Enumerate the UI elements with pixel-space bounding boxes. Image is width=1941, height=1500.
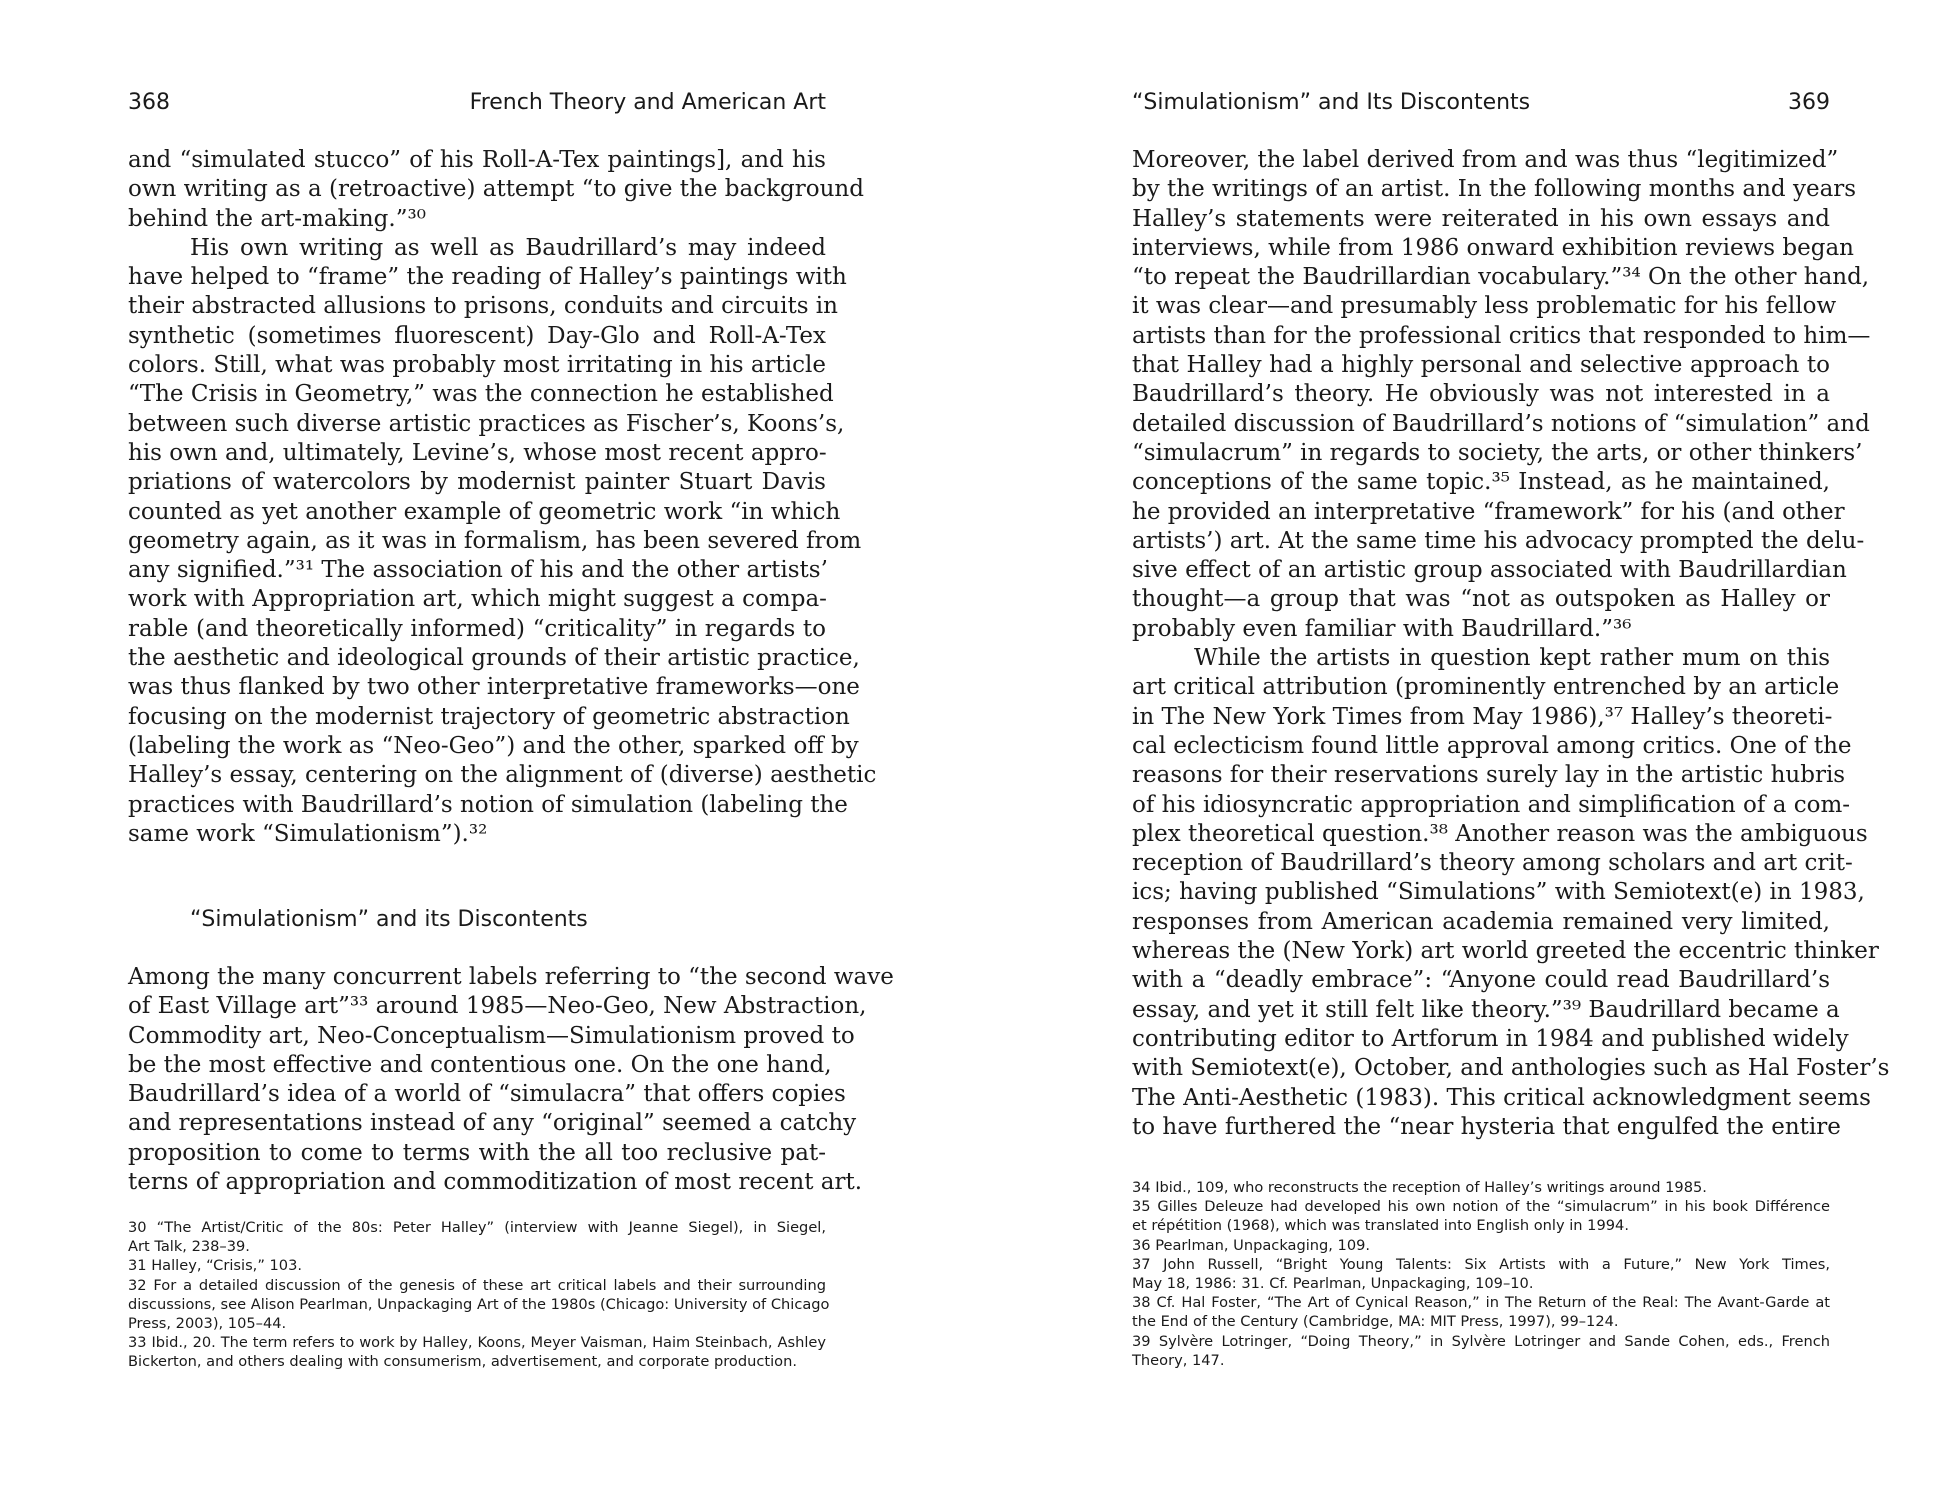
body-line: plex theoretical question.³⁸ Another reason was the ambiguous xyxy=(1132,820,1868,847)
body-line: terns of appropriation and commoditization of most recent art. xyxy=(128,1169,863,1196)
body-line: with a “deadly embrace”: “Anyone could read Baudrillard’s xyxy=(1132,967,1830,994)
page-number-368: 368 xyxy=(128,90,170,115)
body-line: (labeling the work as “Neo-Geo”) and the other, sparked off by xyxy=(128,732,859,759)
body-line: to have furthered the “near hysteria that engulfed the entire xyxy=(1132,1113,1841,1140)
body-line: focusing on the modernist trajectory of geometric abstraction xyxy=(128,703,850,730)
body-line: own writing as a (retroactive) attempt “to give the background xyxy=(128,176,864,203)
body-line: Baudrillard’s idea of a world of “simulacra” that offers copies xyxy=(128,1081,846,1108)
body-line: behind the art-making.”³⁰ xyxy=(128,205,426,232)
chapter-title-header: “Simulationism” and Its Discontents xyxy=(1132,90,1531,115)
body-line: “to repeat the Baudrillardian vocabulary.”³⁴ On the other hand, xyxy=(1132,264,1870,291)
footnote-line: 32 For a detailed discussion of the genesis of these art critical labels and their surrounding xyxy=(128,1276,826,1294)
footnote-line: 38 Cf. Hal Foster, “The Art of Cynical Reason,” in The Return of the Real: The Avant-Garde at xyxy=(1132,1294,1830,1312)
body-line: of East Village art”³³ around 1985—Neo-Geo, New Abstraction, xyxy=(128,993,867,1020)
body-line: detailed discussion of Baudrillard’s notions of “simulation” and xyxy=(1132,410,1870,437)
footnote-line: 31 Halley, “Crisis,” 103. xyxy=(128,1257,303,1275)
footnote-line: discussions, see Alison Pearlman, Unpackaging Art of the 1980s (Chicago: University of Chicago xyxy=(128,1295,830,1313)
footnote-line: 33 Ibid., 20. The term refers to work by Halley, Koons, Meyer Vaisman, Haim Steinbach, Ashley xyxy=(128,1334,826,1352)
body-line: geometry again, as it was in formalism, has been severed from xyxy=(128,527,862,554)
left-body-section xyxy=(128,963,894,1197)
body-line: artists’) art. At the same time his advocacy prompted the delu- xyxy=(1132,527,1865,554)
footnote-line: the End of the Century (Cambridge, MA: MIT Press, 1997), 99–124. xyxy=(1132,1313,1619,1331)
body-line: “The Crisis in Geometry,” was the connection he established xyxy=(128,381,834,408)
footnote-line: 35 Gilles Deleuze had developed his own notion of the “simulacrum” in his book Différence xyxy=(1132,1198,1830,1216)
body-line: by the writings of an artist. In the following months and years xyxy=(1132,176,1857,203)
body-line: in The New York Times from May 1986),³⁷ Halley’s theoreti- xyxy=(1132,703,1833,730)
page-number-369: 369 xyxy=(1788,90,1830,115)
body-line: conceptions of the same topic.³⁵ Instead, as he maintained, xyxy=(1132,469,1830,496)
footnote-line: Theory, 147. xyxy=(1132,1351,1225,1369)
right-running-head xyxy=(1132,88,1830,118)
right-body-paragraphs xyxy=(1132,146,1890,1142)
left-body-paragraphs xyxy=(128,146,877,849)
section-heading: “Simulationism” and its Discontents xyxy=(190,907,588,932)
body-line: Baudrillard’s theory. He obviously was not interested in a xyxy=(1132,381,1830,408)
body-line: rable (and theoretically informed) “criticality” in regards to xyxy=(128,615,826,642)
body-line: proposition to come to terms with the all too reclusive pat- xyxy=(128,1139,826,1166)
body-line: priations of watercolors by modernist painter Stuart Davis xyxy=(128,469,826,496)
body-line: with Semiotext(e), October, and anthologies such as Hal Foster’s xyxy=(1132,1055,1890,1082)
body-line: colors. Still, what was probably most irritating in his article xyxy=(128,352,826,379)
body-line: reception of Baudrillard’s theory among scholars and art crit- xyxy=(1132,850,1853,877)
body-line: While the artists in question kept rather mum on this xyxy=(1194,645,1830,672)
footnote-line: 39 Sylvère Lotringer, “Doing Theory,” in Sylvère Lotringer and Sande Cohen, eds., French xyxy=(1132,1332,1830,1350)
body-line: and representations instead of any “original” seemed a catchy xyxy=(128,1110,857,1137)
body-line: cal eclecticism found little approval among critics. One of the xyxy=(1132,732,1852,759)
body-line: he provided an interpretative “framework” for his (and other xyxy=(1132,498,1845,525)
body-line: same work “Simulationism”).³² xyxy=(128,820,488,847)
footnote-line: May 18, 1986: 31. Cf. Pearlman, Unpackaging, 109–10. xyxy=(1132,1274,1534,1292)
footnote-line: 36 Pearlman, Unpackaging, 109. xyxy=(1132,1236,1371,1254)
body-line: reasons for their reservations surely lay in the artistic hubris xyxy=(1132,762,1846,789)
left-footnotes xyxy=(128,1218,830,1372)
body-line: be the most effective and contentious one. On the one hand, xyxy=(128,1051,832,1078)
body-line: essay, and yet it still felt like theory.”³⁹ Baudrillard became a xyxy=(1132,996,1840,1023)
body-line: “simulacrum” in regards to society, the arts, or other thinkers’ xyxy=(1132,439,1863,466)
body-line: the aesthetic and ideological grounds of their artistic practice, xyxy=(128,645,860,672)
body-line: Halley’s essay, centering on the alignment of (diverse) aesthetic xyxy=(128,762,877,789)
body-line: sive effect of an artistic group associated with Baudrillardian xyxy=(1132,557,1847,584)
body-line: was thus flanked by two other interpretative frameworks—one xyxy=(128,674,860,701)
body-line: counted as yet another example of geometric work “in which xyxy=(128,498,841,525)
body-line: contributing editor to Artforum in 1984 and published widely xyxy=(1132,1025,1849,1052)
body-line: art critical attribution (prominently entrenched by an article xyxy=(1132,674,1840,701)
body-line: and “simulated stucco” of his Roll-A-Tex paintings], and his xyxy=(128,147,826,173)
body-line: synthetic (sometimes fluorescent) Day-Glo and Roll-A-Tex xyxy=(128,322,826,349)
body-line: Moreover, the label derived from and was thus “legitimized” xyxy=(1132,147,1839,173)
footnote-line: 37 John Russell, “Bright Young Talents: Six Artists with a Future,” New York Times, xyxy=(1132,1255,1830,1273)
body-line: responses from American academia remained very limited, xyxy=(1132,908,1830,935)
body-line: between such diverse artistic practices as Fischer’s, Koons’s, xyxy=(128,410,845,437)
body-line: work with Appropriation art, which might suggest a compa- xyxy=(128,586,827,613)
body-line: practices with Baudrillard’s notion of simulation (labeling the xyxy=(128,791,848,818)
body-line: thought—a group that was “not as outspoken as Halley or xyxy=(1132,586,1830,613)
body-line: His own writing as well as Baudrillard’s may indeed xyxy=(190,234,826,261)
body-line: Halley’s statements were reiterated in his own essays and xyxy=(1132,205,1830,232)
body-line: The Anti-Aesthetic (1983). This critical acknowledgment seems xyxy=(1132,1084,1871,1111)
body-line: have helped to “frame” the reading of Halley’s paintings with xyxy=(128,264,847,291)
footnote-line: Art Talk, 238–39. xyxy=(128,1238,250,1256)
right-footnotes xyxy=(1132,1178,1830,1370)
body-line: interviews, while from 1986 onward exhibition reviews began xyxy=(1132,234,1854,261)
body-line: ics; having published “Simulations” with Semiotext(e) in 1983, xyxy=(1132,879,1865,906)
body-line: their abstracted allusions to prisons, conduits and circuits in xyxy=(128,293,838,320)
footnote-line: et répétition (1968), which was translated into English only in 1994. xyxy=(1132,1217,1629,1235)
body-line: of his idiosyncratic appropriation and simplification of a com- xyxy=(1132,791,1851,818)
body-line: Among the many concurrent labels referring to “the second wave xyxy=(128,964,894,990)
body-line: Commodity art, Neo-Conceptualism—Simulationism proved to xyxy=(128,1022,855,1049)
body-line: his own and, ultimately, Levine’s, whose most recent appro- xyxy=(128,439,827,466)
left-running-head xyxy=(128,88,826,118)
body-line: it was clear—and presumably less problematic for his fellow xyxy=(1132,293,1837,320)
book-title-header: French Theory and American Art xyxy=(469,90,826,115)
body-line: probably even familiar with Baudrillard.”³⁶ xyxy=(1132,615,1632,642)
body-line: artists than for the professional critics that responded to him— xyxy=(1132,322,1871,349)
body-line: whereas the (New York) art world greeted the eccentric thinker xyxy=(1132,938,1879,965)
footnote-line: 30 “The Artist/Critic of the 80s: Peter Halley” (interview with Jeanne Siegel), in Siegel, xyxy=(128,1219,826,1236)
body-line: that Halley had a highly personal and selective approach to xyxy=(1132,352,1830,379)
footnote-line: Bickerton, and others dealing with consumerism, advertisement, and corporate production. xyxy=(128,1353,797,1371)
footnote-line: 34 Ibid., 109, who reconstructs the reception of Halley’s writings around 1985. xyxy=(1132,1179,1707,1196)
footnote-line: Press, 2003), 105–44. xyxy=(128,1314,287,1332)
body-line: any signified.”³¹ The association of his and the other artists’ xyxy=(128,557,828,584)
